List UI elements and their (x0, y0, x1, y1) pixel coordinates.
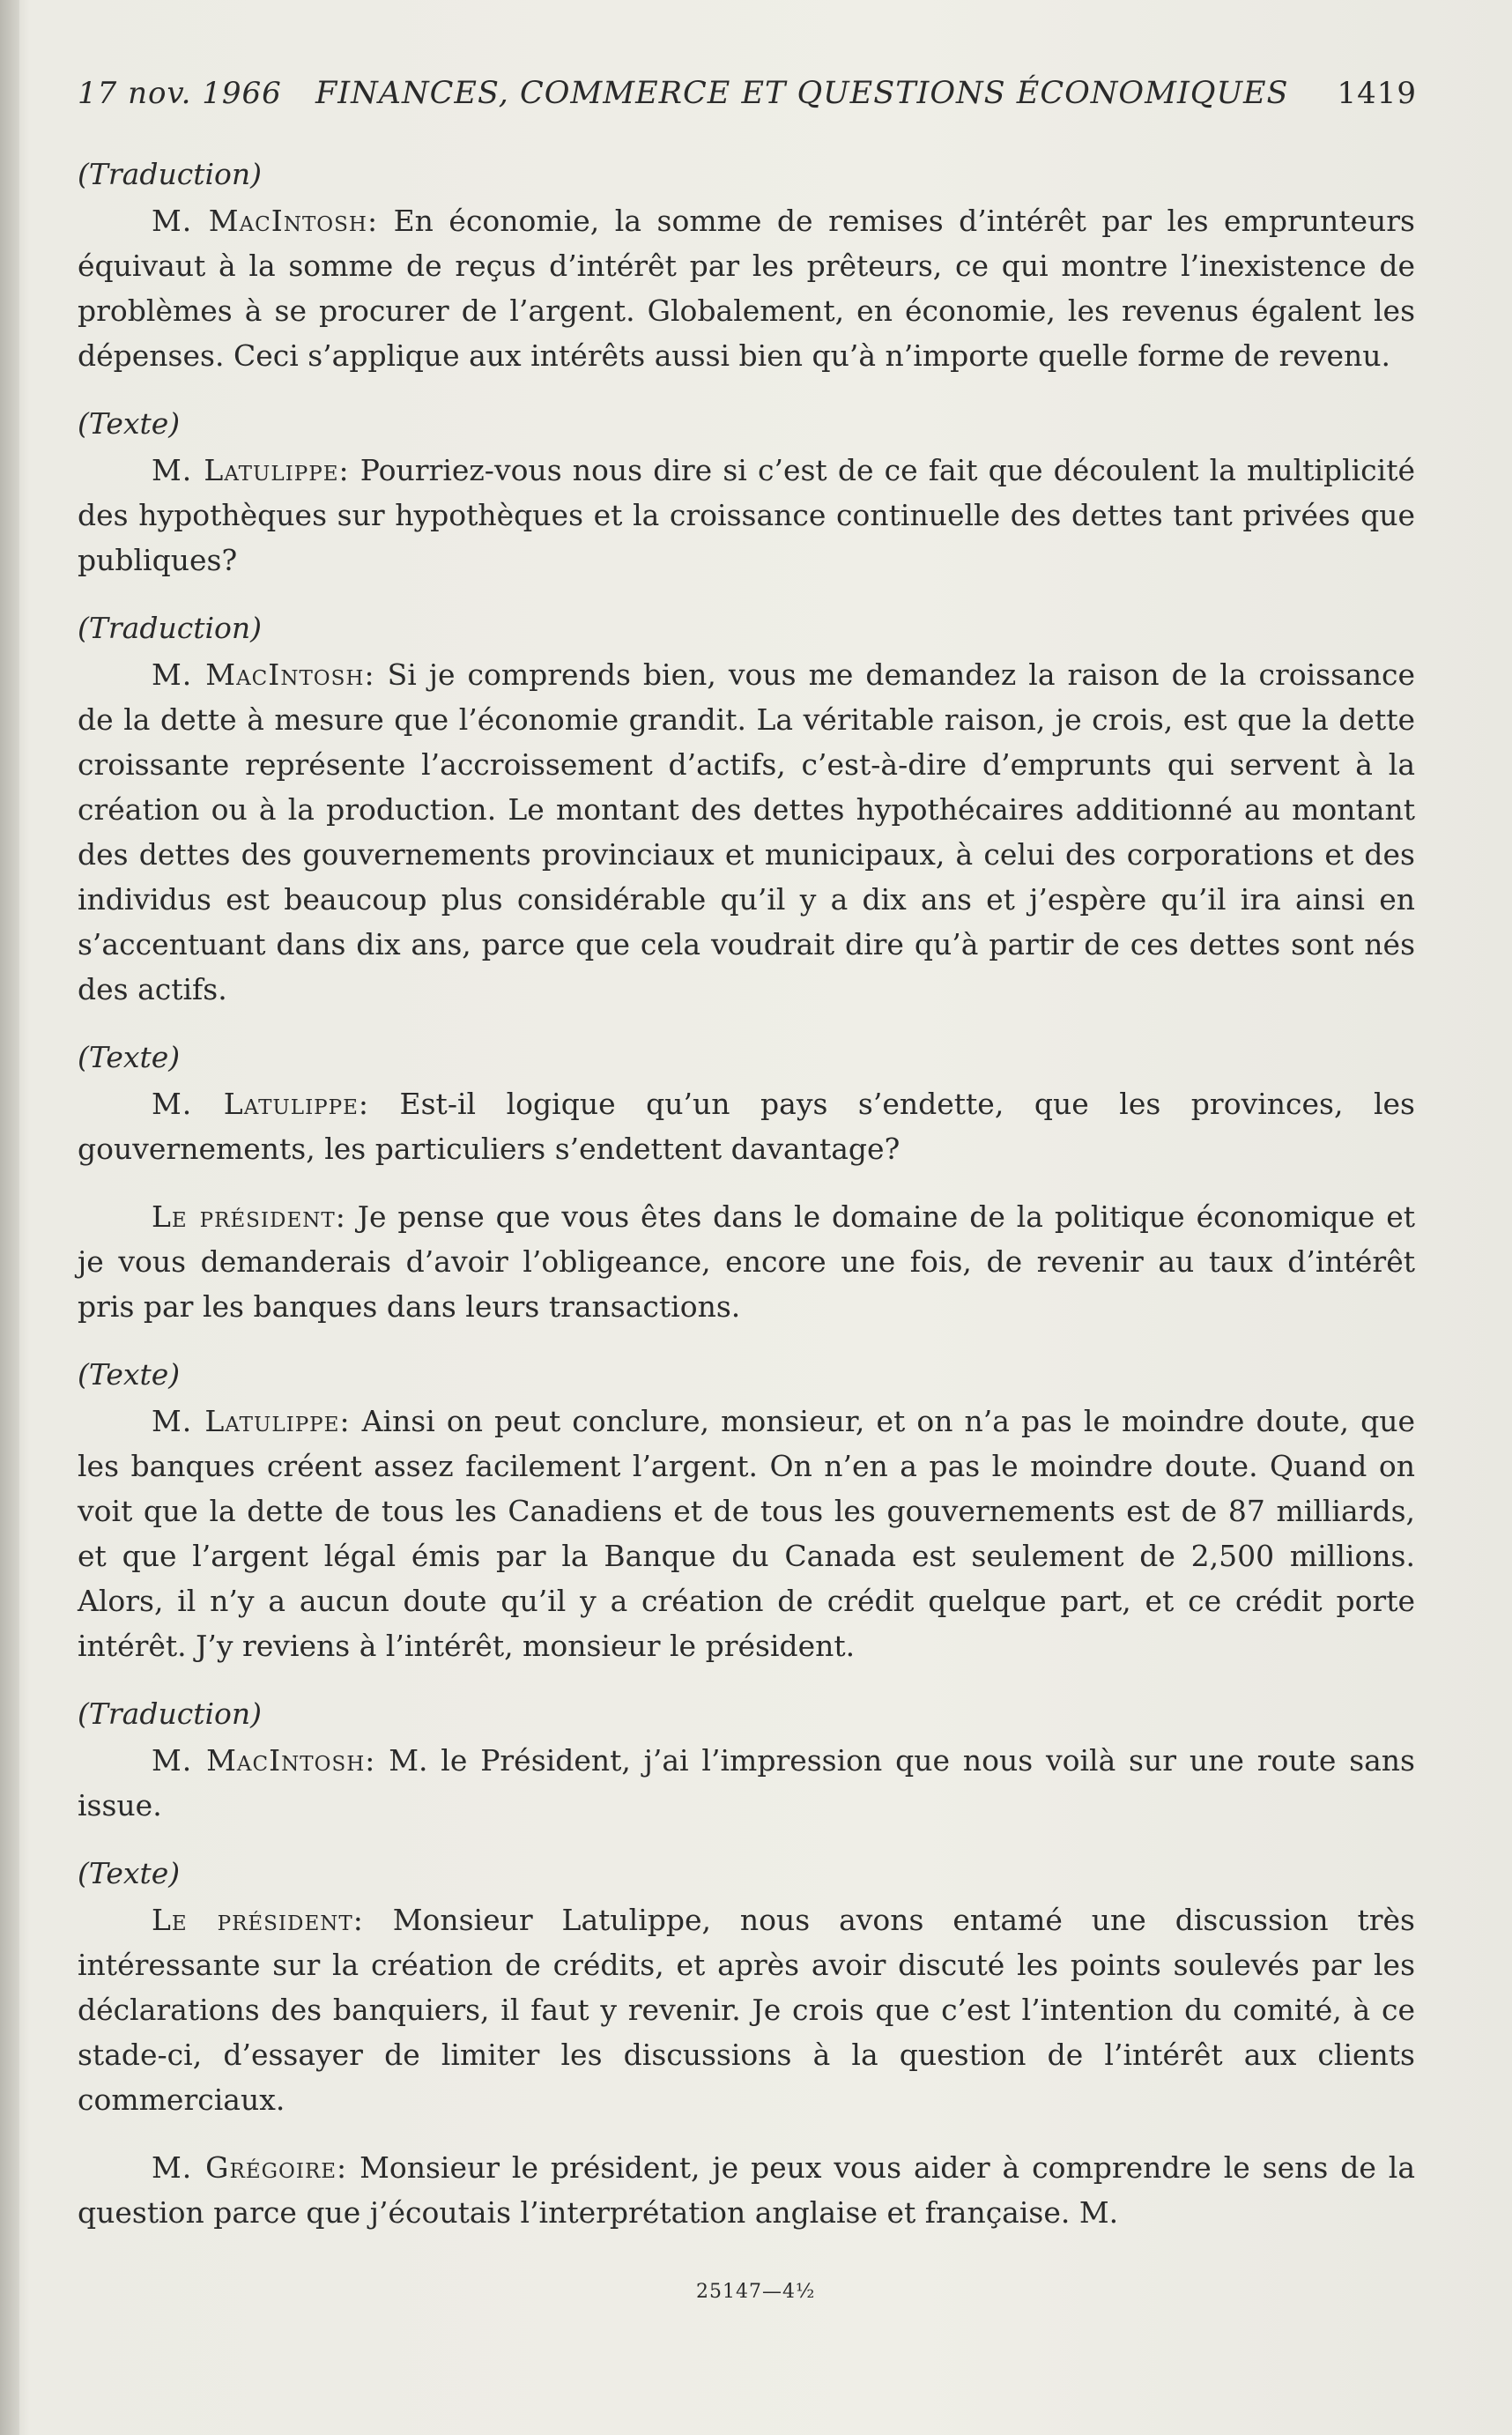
paragraph-text: Je pense que vous êtes dans le domaine de la politique économique et je vous demanderais d’avoir l’obligeance, encore une fois, de revenir au taux d’intérêt pris par les banques dans leurs transactions. (78, 1199, 1415, 1324)
page-number: 1419 (1337, 76, 1417, 111)
paragraph (78, 2145, 1415, 2235)
speaker-name: M. Latulippe: (152, 453, 350, 487)
paragraph (78, 198, 1415, 378)
paragraph (78, 448, 1415, 583)
speaker-name: M. MacIntosh: (152, 657, 375, 692)
printer-code: 25147—4½ (696, 2281, 816, 2303)
paragraph-text: Pourriez-vous nous dire si c’est de ce fait que découlent la multiplicité des hypothèques sur hypothèques et la croissance continuelle des dettes tant privées que publiques? (78, 453, 1416, 577)
section-label: (Traduction) (78, 1696, 263, 1731)
paragraph (78, 652, 1415, 1012)
document-body (78, 152, 1415, 2235)
speaker-name: M. Latulippe: (152, 1404, 351, 1438)
speaker-name: Le président: (152, 1903, 364, 1937)
header-date: 17 nov. 1966 (78, 76, 282, 111)
paragraph-text: M. le Président, j’ai l’impression que nous voilà sur une route sans issue. (78, 1743, 1415, 1823)
section-label: (Traduction) (78, 611, 263, 645)
paragraph (78, 1897, 1415, 2122)
paragraph (78, 1399, 1415, 1668)
header-title: FINANCES, COMMERCE ET QUESTIONS ÉCONOMIQUES (315, 76, 1289, 111)
paragraph-text: Monsieur le président, je peux vous aider à comprendre le sens de la question parce que j’écoutais l’interprétation anglaise et française. M. (78, 2150, 1416, 2230)
paragraph-text: En économie, la somme de remises d’intérêt par les emprunteurs équivaut à la somme de reçus d’intérêt par les prêteurs, ce qui montre l’inexistence de problèmes à se procurer de l’argent. Globalement, en économie, les revenus égalent les dépenses. Ceci s’applique aux intérêts aussi bien qu’à n’importe quelle forme de revenu. (78, 204, 1415, 373)
speaker-name: M. MacIntosh: (152, 1743, 376, 1778)
paragraph (78, 1194, 1415, 1329)
paragraph (78, 1738, 1415, 1828)
paragraph (78, 1081, 1415, 1171)
paragraph-text: Est-il logique qu’un pays s’endette, que les provinces, les gouvernements, les particuliers s’endettent davantage? (78, 1087, 1415, 1166)
paragraph-text: Si je comprends bien, vous me demandez la raison de la croissance de la dette à mesure que l’économie grandit. La véritable raison, je crois, est que la dette croissante représente l’accroissement d’actifs, c’est-à-dire d’emprunts qui servent à la création ou à la production. Le montant des dettes hypothécaires additionné au montant des dettes des gouvernements provinciaux et municipaux, à celui des corporations et des individus est beaucoup plus considérable qu’il y a dix ans et j’espère qu’il ira ainsi en s’accentuant dans dix ans, parce que cela voudrait dire qu’à partir de ces dettes sont nés des actifs. (78, 657, 1415, 1006)
speaker-name: Le président: (152, 1199, 346, 1234)
section-label: (Traduction) (78, 157, 263, 191)
running-header (78, 76, 1417, 122)
paragraph-text: Monsieur Latulippe, nous avons entamé une discussion très intéressante sur la création de crédits, et après avoir discuté les points soulevés par les déclarations des banquiers, il faut y revenir. Je crois que c’est l’intention du comité, à ce stade-ci, d’essayer de limiter les discussions à la question de l’intérêt aux clients commerciaux. (78, 1903, 1415, 2117)
binding-shadow (0, 0, 19, 2435)
section-label: (Texte) (78, 1040, 181, 1074)
section-label: (Texte) (78, 406, 181, 441)
section-label: (Texte) (78, 1856, 181, 1890)
paragraph-text: Ainsi on peut conclure, monsieur, et on n’a pas le moindre doute, que les banques créent assez facilement l’argent. On n’en a pas le moindre doute. Quand on voit que la dette de tous les Canadiens et de tous les gouvernements est de 87 milliards, et que l’argent légal émis par la Banque du Canada est seulement de 2,500 millions. Alors, il n’y a aucun doute qu’il y a création de crédit quelque part, et ce crédit porte intérêt. J’y reviens à l’intérêt, monsieur le président. (78, 1404, 1415, 1663)
section-label: (Texte) (78, 1357, 181, 1392)
speaker-name: M. MacIntosh: (152, 204, 379, 238)
speaker-name: M. Grégoire: (152, 2150, 348, 2185)
speaker-name: M. Latulippe: (152, 1087, 370, 1121)
